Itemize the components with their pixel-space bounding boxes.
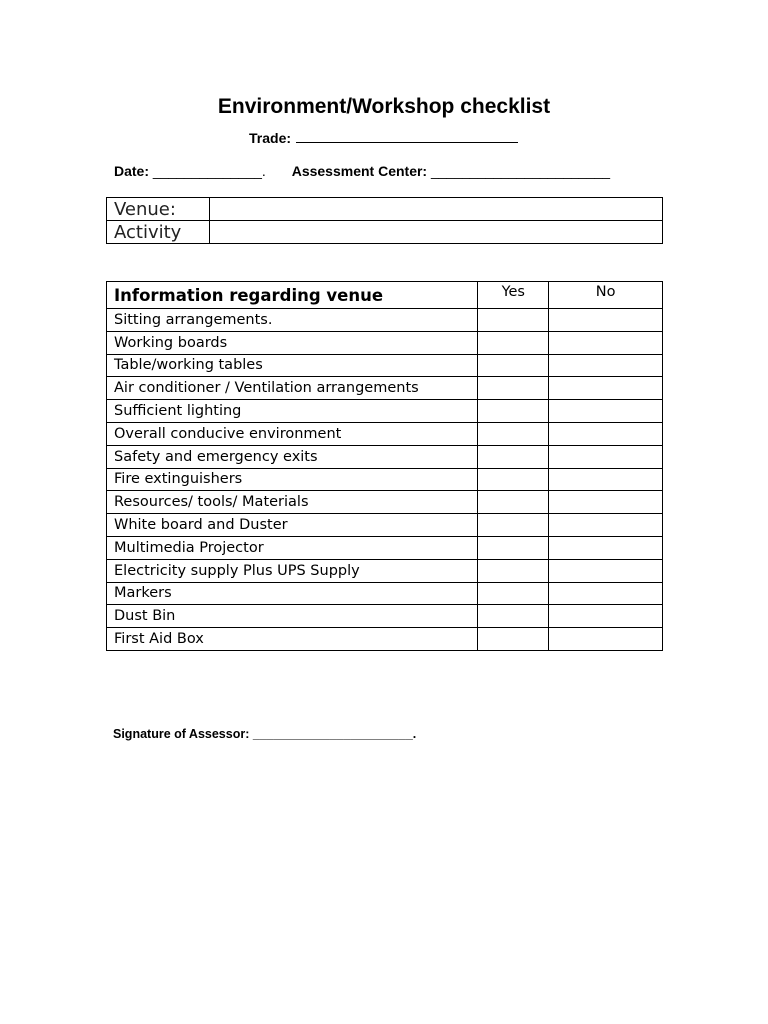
checklist-row: [107, 491, 663, 514]
date-blank[interactable]: ______________.: [152, 163, 266, 179]
checklist-item-label: Sufficient lighting: [107, 400, 478, 423]
yes-checkbox-cell[interactable]: [478, 377, 549, 400]
yes-checkbox-cell[interactable]: [478, 491, 549, 514]
no-column-header: No: [549, 282, 663, 309]
checklist-row: [107, 559, 663, 582]
checklist-row: [107, 309, 663, 332]
checklist-item-label: First Aid Box: [107, 628, 478, 651]
checklist-item-label: Table/working tables: [107, 354, 478, 377]
no-checkbox-cell[interactable]: [549, 422, 663, 445]
no-checkbox-cell[interactable]: [549, 331, 663, 354]
checklist-item-label: Safety and emergency exits: [107, 445, 478, 468]
yes-checkbox-cell[interactable]: [478, 605, 549, 628]
no-checkbox-cell[interactable]: [549, 514, 663, 537]
checklist-header-row: [107, 282, 663, 309]
checklist-row: [107, 628, 663, 651]
checklist-item-label: Overall conducive environment: [107, 422, 478, 445]
checklist-item-label: Sitting arrangements.: [107, 309, 478, 332]
no-checkbox-cell[interactable]: [549, 445, 663, 468]
checklist-item-label: Multimedia Projector: [107, 536, 478, 559]
venue-value-cell[interactable]: [210, 198, 663, 221]
assessment-center-blank[interactable]: _______________________: [430, 163, 611, 179]
assessment-center-label: Assessment Center:: [291, 163, 428, 179]
checklist-row: [107, 354, 663, 377]
checklist-row: [107, 400, 663, 423]
activity-value-cell[interactable]: [210, 221, 663, 244]
checklist-row: [107, 422, 663, 445]
checklist-item-label: Dust Bin: [107, 605, 478, 628]
checklist-row: [107, 605, 663, 628]
yes-checkbox-cell[interactable]: [478, 536, 549, 559]
checklist-row: [107, 536, 663, 559]
activity-label: Activity: [107, 221, 210, 244]
yes-checkbox-cell[interactable]: [478, 354, 549, 377]
no-checkbox-cell[interactable]: [549, 491, 663, 514]
checklist-item-label: Resources/ tools/ Materials: [107, 491, 478, 514]
signature-label: Signature of Assessor:: [113, 727, 250, 741]
no-checkbox-cell[interactable]: [549, 536, 663, 559]
no-checkbox-cell[interactable]: [549, 377, 663, 400]
checklist-row: [107, 514, 663, 537]
no-checkbox-cell[interactable]: [549, 582, 663, 605]
no-checkbox-cell[interactable]: [549, 468, 663, 491]
checklist-row: [107, 445, 663, 468]
no-checkbox-cell[interactable]: [549, 605, 663, 628]
checklist-item-label: Fire extinguishers: [107, 468, 478, 491]
activity-row: [107, 221, 663, 244]
checklist-item-label: Air conditioner / Ventilation arrangements: [107, 377, 478, 400]
venue-label: Venue:: [107, 198, 210, 221]
page-title: Environment/Workshop checklist: [217, 95, 551, 118]
trade-blank-line[interactable]: [296, 128, 518, 143]
venue-activity-table: [106, 197, 663, 244]
yes-checkbox-cell[interactable]: [478, 309, 549, 332]
trade-field: [249, 128, 518, 146]
no-checkbox-cell[interactable]: [549, 400, 663, 423]
checklist-item-label: White board and Duster: [107, 514, 478, 537]
checklist-row: [107, 582, 663, 605]
yes-column-header: Yes: [478, 282, 549, 309]
yes-checkbox-cell[interactable]: [478, 400, 549, 423]
date-assessment-row: [114, 163, 610, 179]
yes-checkbox-cell[interactable]: [478, 628, 549, 651]
yes-checkbox-cell[interactable]: [478, 331, 549, 354]
no-checkbox-cell[interactable]: [549, 559, 663, 582]
venue-checklist-table: [106, 281, 663, 651]
no-checkbox-cell[interactable]: [549, 628, 663, 651]
checklist-item-label: Electricity supply Plus UPS Supply: [107, 559, 478, 582]
yes-checkbox-cell[interactable]: [478, 422, 549, 445]
signature-blank[interactable]: _______________________.: [252, 727, 417, 741]
yes-checkbox-cell[interactable]: [478, 559, 549, 582]
checklist-row: [107, 331, 663, 354]
venue-row: [107, 198, 663, 221]
signature-line: [113, 727, 416, 741]
checklist-header: Information regarding venue: [107, 282, 478, 309]
checklist-row: [107, 377, 663, 400]
checklist-item-label: Markers: [107, 582, 478, 605]
no-checkbox-cell[interactable]: [549, 354, 663, 377]
yes-checkbox-cell[interactable]: [478, 445, 549, 468]
no-checkbox-cell[interactable]: [549, 309, 663, 332]
checklist-row: [107, 468, 663, 491]
trade-label: Trade:: [249, 130, 292, 146]
yes-checkbox-cell[interactable]: [478, 582, 549, 605]
yes-checkbox-cell[interactable]: [478, 468, 549, 491]
date-label: Date:: [114, 163, 150, 179]
yes-checkbox-cell[interactable]: [478, 514, 549, 537]
checklist-item-label: Working boards: [107, 331, 478, 354]
